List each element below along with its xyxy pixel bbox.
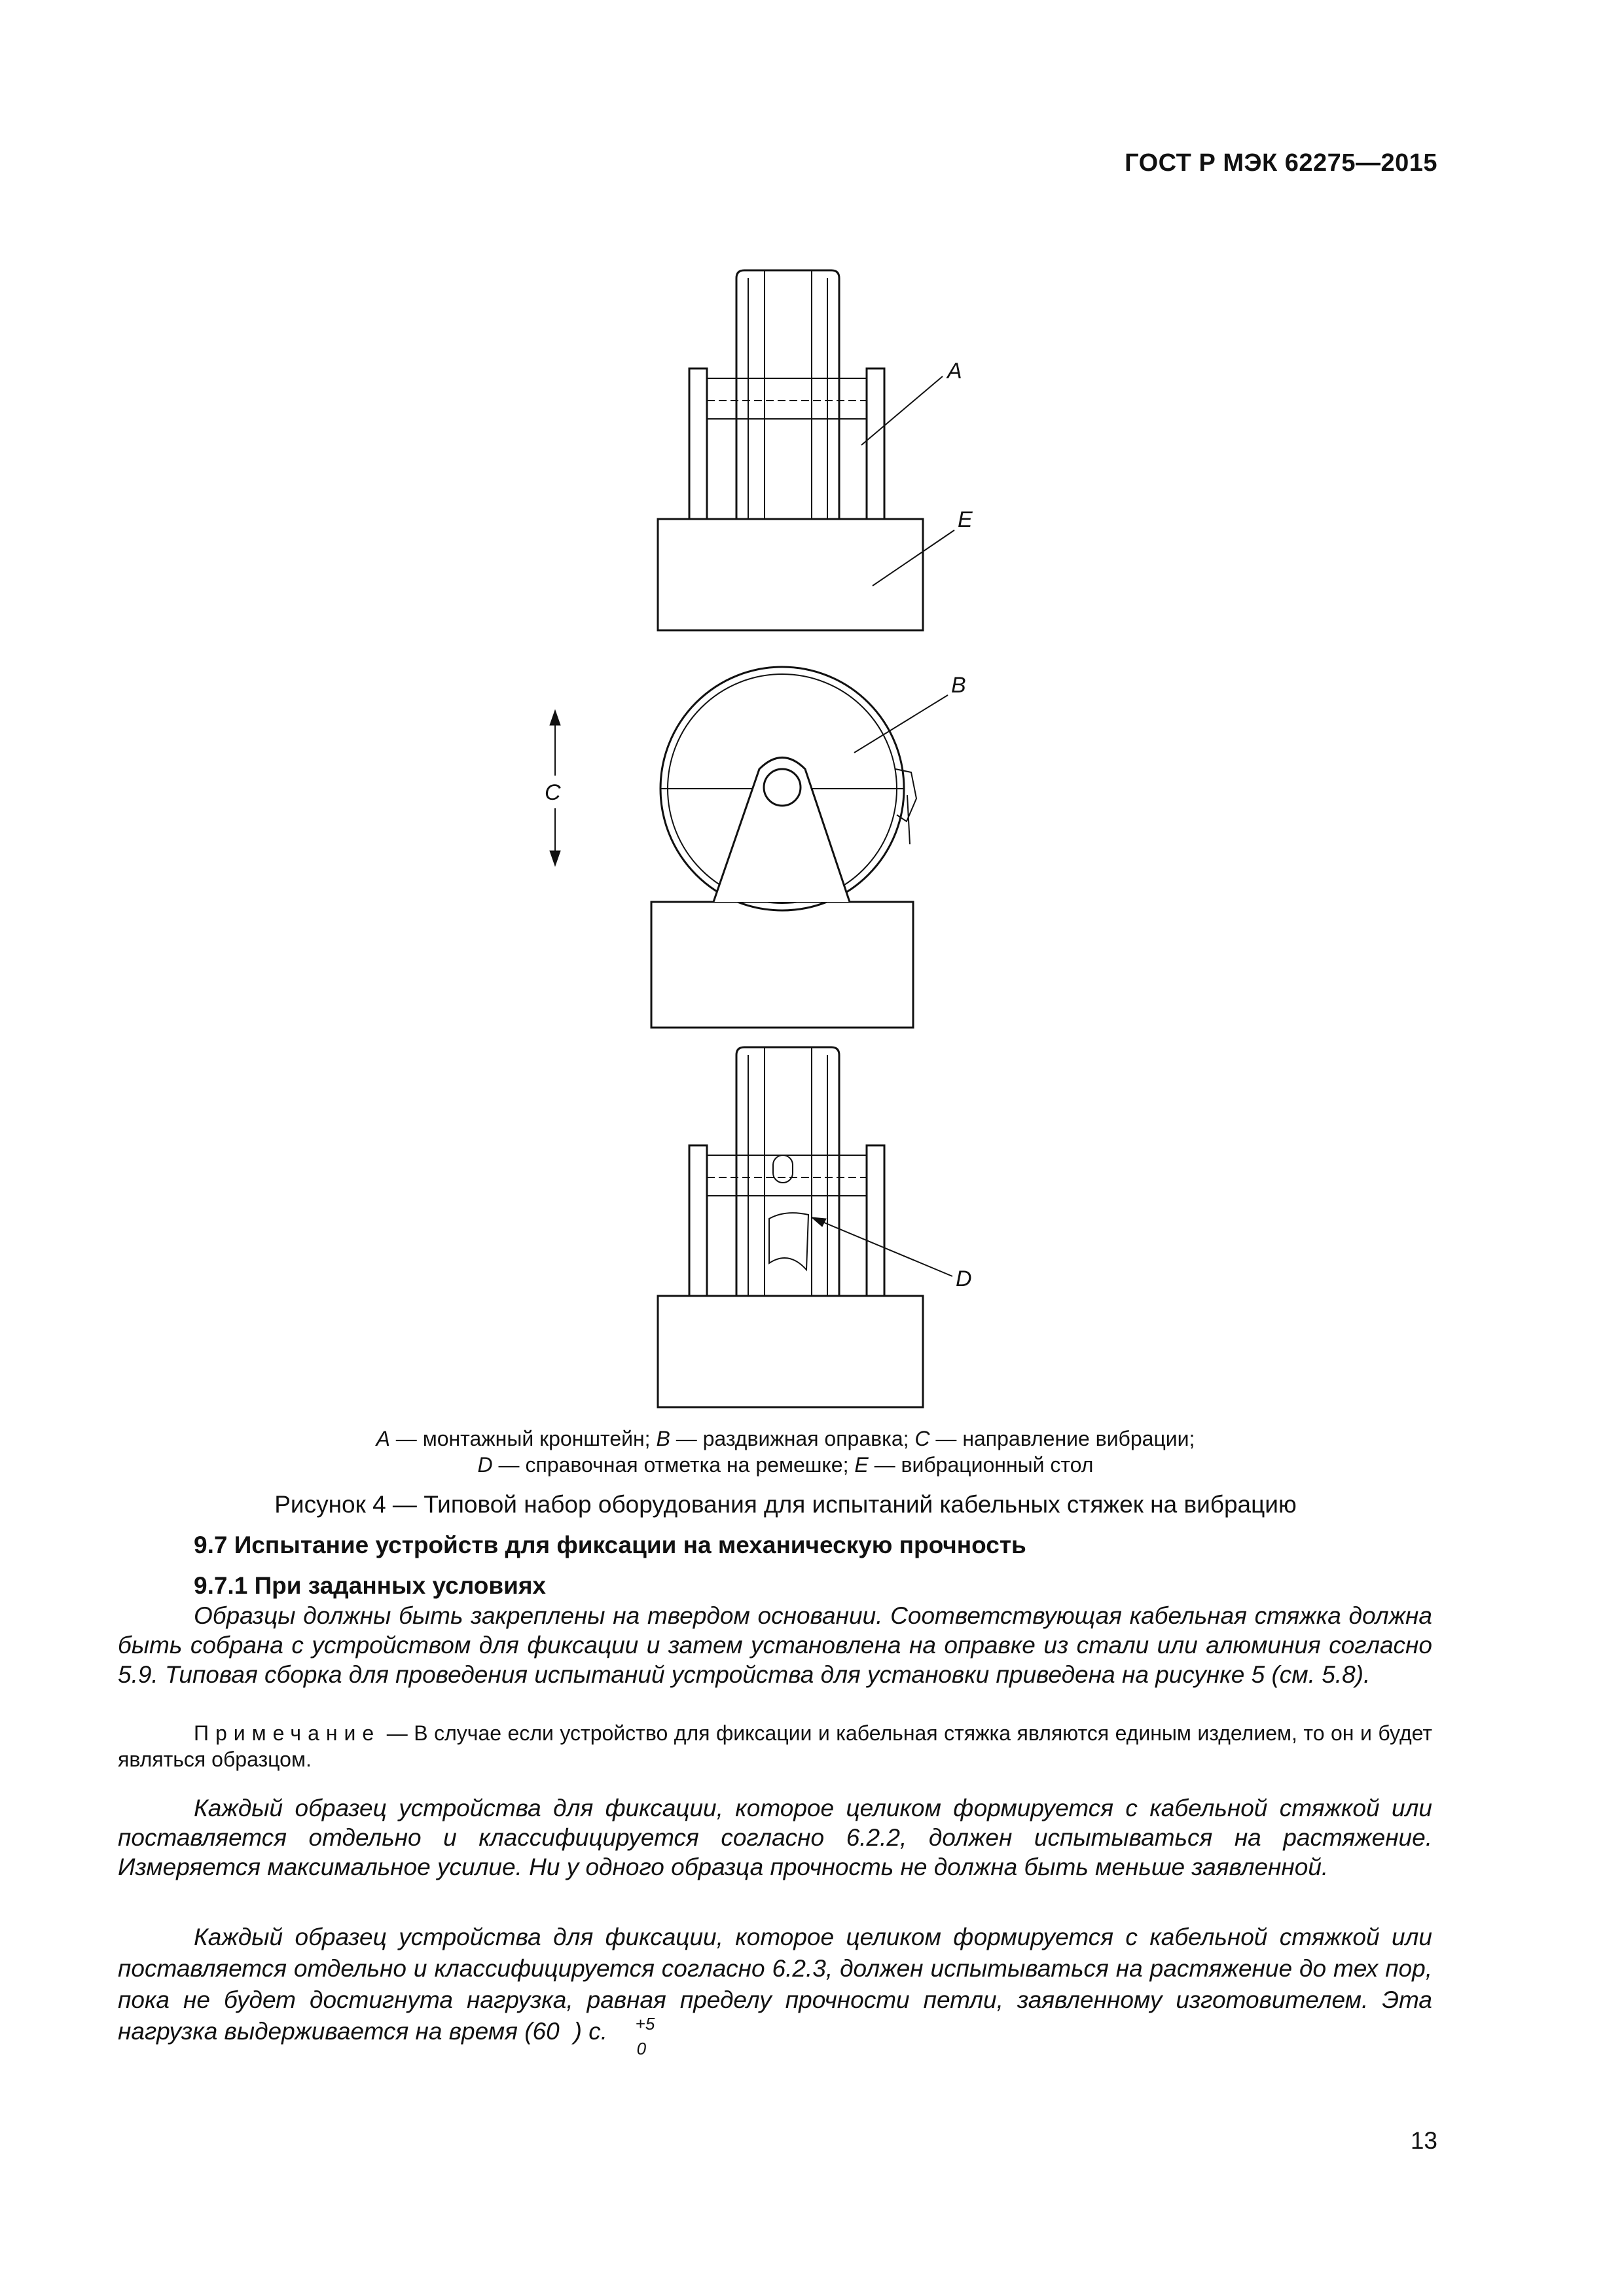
paragraph-3-end: ) с. (573, 2018, 608, 2045)
tolerance-upper: +5 (635, 2014, 655, 2034)
label-a: A (947, 359, 962, 384)
strap-slot (773, 1155, 793, 1183)
vibration-table-top (658, 519, 923, 630)
vibration-table-middle (651, 902, 913, 1028)
vibration-table-bottom (658, 1296, 923, 1407)
bracket-right-post-2 (867, 1145, 884, 1296)
paragraph-2: Каждый образец устройства для фиксации, которое целиком формируется с кабельной стяжкой или поставляется отдельно и классифицируется согласно 6.2.2, должен испытываться на растяжение. Измеряется максимальное усилие. Ни у одного образца прочность не должна быть меньше заявленной. (118, 1795, 1432, 1880)
figure-legend-line-2: D — справочная отметка на ремешке; E — вибрационный стол (477, 1453, 1094, 1477)
note (118, 1720, 1432, 1772)
paragraph-3 (118, 1922, 1432, 2058)
figure-legend-line-1: A — монтажный кронштейн; B — раздвижная оправка; C — направление вибрации; (376, 1427, 1195, 1450)
tolerance-lower: 0 (636, 2039, 647, 2058)
label-c: C (545, 780, 561, 805)
note-label: Примечание (194, 1721, 381, 1745)
paragraph-3-text: Каждый образец устройства для фиксации, которое целиком формируется с кабельной стяжкой или поставляется отдельно и классифицируется согласно 6.2.3, должен испытываться на растяжение до тех пор, пока не будет достигнута нагрузка, равная пределу прочности петли, заявленному изготовителем. Эта нагрузка выдерживается на время (60 (118, 1924, 1432, 2045)
mount-bracket (713, 758, 850, 903)
label-d: D (956, 1266, 972, 1291)
vibration-arrow-down (550, 851, 560, 866)
subsection-title: 9.7.1 При заданных условиях (194, 1572, 546, 1599)
bracket-left-post (689, 368, 707, 519)
bottom-view (658, 1047, 972, 1407)
bracket-right-post (867, 368, 884, 519)
page-number: 13 (1410, 2127, 1437, 2154)
mandrel-top (736, 270, 839, 519)
cable-tie-buckle (895, 769, 916, 821)
note-text: — В случае если устройство для фиксации и кабельная стяжка являются единым изделием, то он и будет являться образцом. (118, 1721, 1432, 1771)
figure-caption: Рисунок 4 — Типовой набор оборудования для испытаний кабельных стяжек на вибрацию (274, 1491, 1297, 1518)
section-title: 9.7 Испытание устройств для фиксации на механическую прочность (194, 1532, 1026, 1558)
label-e: E (958, 507, 973, 532)
bracket-left-post-2 (689, 1145, 707, 1296)
top-view (658, 270, 973, 630)
label-b: B (951, 673, 966, 698)
paragraph-1: Образцы должны быть закреплены на твердом основании. Соответствующая кабельная стяжка должна быть собрана с устройством для фиксации и затем установлена на оправке из стали или алюминия согласно 5.9. Типовая сборка для проведения испытаний устройства для установки приведена на рисунке 5 (см. 5.8). (118, 1602, 1432, 1688)
standard-header: ГОСТ Р МЭК 62275—2015 (1125, 149, 1437, 177)
side-view (537, 667, 966, 1028)
vibration-arrow-up (550, 710, 560, 725)
reference-mark (769, 1213, 808, 1270)
tolerance (560, 2014, 655, 2058)
